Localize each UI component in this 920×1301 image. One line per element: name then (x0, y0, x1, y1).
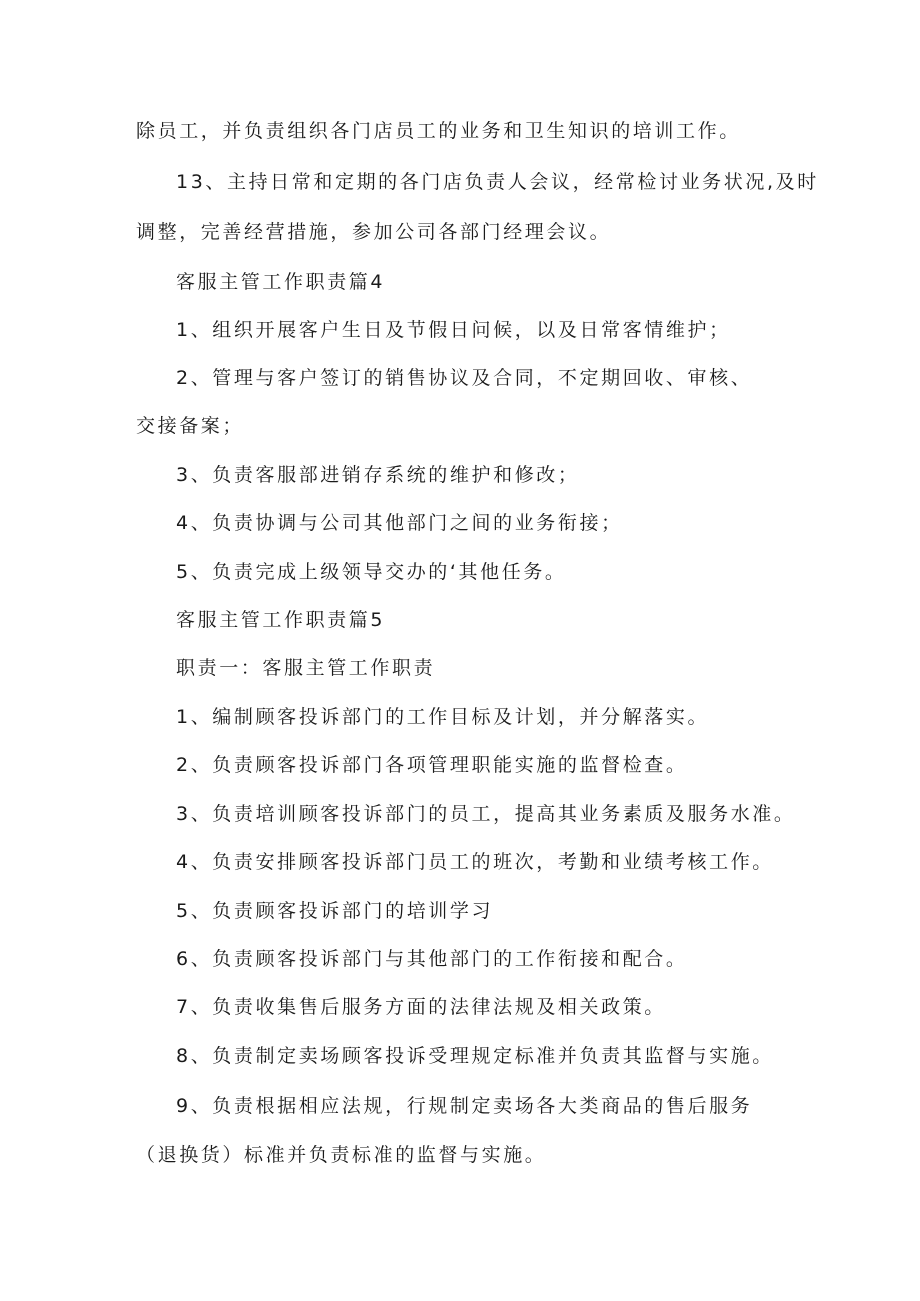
list-item: 1、编制顾客投诉部门的工作目标及计划，并分解落实。 (176, 706, 710, 728)
section-heading: 客服主管工作职责篇4 (176, 271, 386, 293)
list-item: 2、负责顾客投诉部门各项管理职能实施的监督检查。 (176, 754, 688, 776)
list-item: 5、负责完成上级领导交办的‘其他任务。 (176, 561, 567, 583)
list-item: 4、负责安排顾客投诉部门员工的班次，考勤和业绩考核工作。 (176, 851, 774, 873)
list-item: 3、负责培训顾客投诉部门的员工，提高其业务素质及服务水准。 (176, 803, 796, 825)
sub-heading: 职责一：客服主管工作职责 (176, 657, 436, 679)
list-item: 4、负责协调与公司其他部门之间的业务衔接； (176, 512, 623, 534)
list-item: 6、负责顾客投诉部门与其他部门的工作衔接和配合。 (176, 948, 688, 970)
list-item: 1、组织开展客户生日及节假日问候，以及日常客情维护； (176, 319, 731, 341)
section-heading: 客服主管工作职责篇5 (176, 609, 386, 631)
list-item: 8、负责制定卖场顾客投诉受理规定标准并负责其监督与实施。 (176, 1045, 774, 1067)
paragraph-line: 13、主持日常和定期的各门店负责人会议，经常检讨业务状况,及时 (176, 171, 819, 193)
paragraph-line: 调整，完善经营措施，参加公司各部门经理会议。 (136, 221, 612, 243)
list-item: 7、负责收集售后服务方面的法律法规及相关政策。 (176, 996, 666, 1018)
list-item: 9、负责根据相应法规，行规制定卖场各大类商品的售后服务 (176, 1095, 753, 1117)
list-item-continuation: 交接备案； (136, 415, 245, 437)
list-item-continuation: （退换货）标准并负责标准的监督与实施。 (136, 1144, 547, 1166)
paragraph-line: 除员工，并负责组织各门店员工的业务和卫生知识的培训工作。 (136, 120, 741, 142)
list-item: 3、负责客服部进销存系统的维护和修改； (176, 464, 580, 486)
list-item: 5、负责顾客投诉部门的培训学习 (176, 900, 494, 922)
list-item: 2、管理与客户签订的销售协议及合同，不定期回收、审核、 (176, 367, 753, 389)
